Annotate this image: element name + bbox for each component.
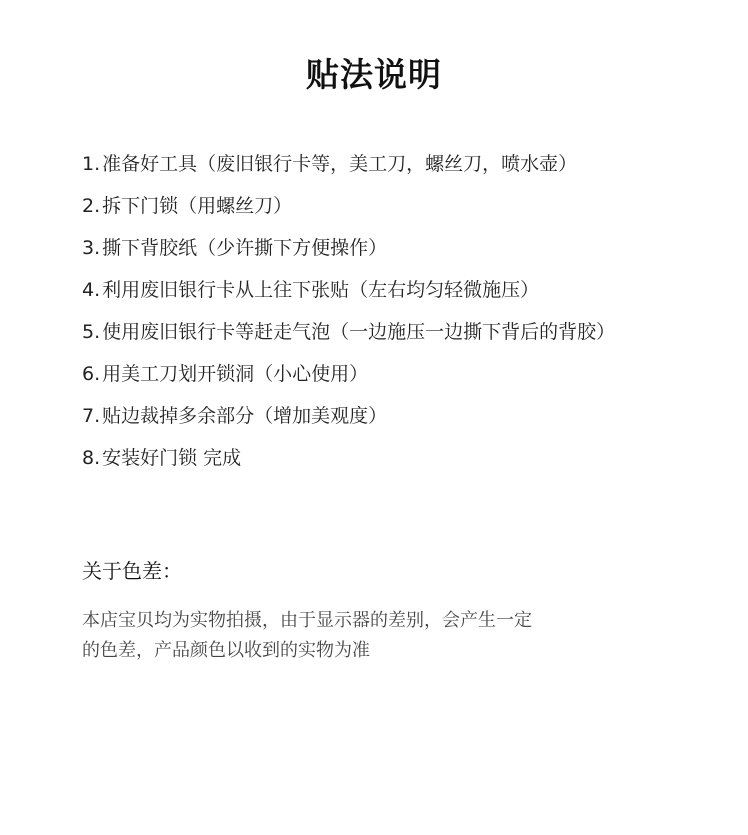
step-number: 8. (82, 447, 101, 469)
step-text: 撕下背胶纸（少许撕下方便操作） (102, 237, 388, 259)
step-text: 使用废旧银行卡等赶走气泡（一边施压一边撕下背后的背胶） (102, 321, 616, 343)
step-item-2 (82, 190, 615, 232)
step-text: 准备好工具（废旧银行卡等，美工刀，螺丝刀，喷水壶） (102, 153, 578, 175)
step-number: 2. (82, 195, 101, 217)
step-number: 1. (82, 153, 101, 175)
step-item-4 (82, 274, 615, 316)
step-text: 贴边裁掉多余部分（增加美观度） (102, 405, 388, 427)
step-item-7 (82, 400, 615, 442)
step-number: 7. (82, 405, 101, 427)
step-item-6 (82, 358, 615, 400)
description-line-2: 的色差，产品颜色以收到的实物为准 (82, 640, 370, 661)
step-item-1 (82, 148, 615, 190)
step-number: 3. (82, 237, 101, 259)
description-line-1: 本店宝贝均为实物拍摄，由于显示器的差别，会产生一定 (82, 610, 532, 631)
step-number: 4. (82, 279, 101, 301)
step-number: 5. (82, 321, 101, 343)
step-text: 利用废旧银行卡从上往下张贴（左右均匀轻微施压） (102, 279, 540, 301)
step-text: 安装好门锁 完成 (102, 447, 242, 469)
color-difference-description (82, 606, 602, 666)
step-text: 用美工刀划开锁洞（小心使用） (102, 363, 369, 385)
instruction-steps-list (82, 148, 615, 484)
step-item-5 (82, 316, 615, 358)
step-text: 拆下门锁（用螺丝刀） (102, 195, 293, 217)
page-title: 贴法说明 (306, 55, 442, 94)
step-item-3 (82, 232, 615, 274)
color-difference-heading: 关于色差： (82, 559, 182, 583)
step-number: 6. (82, 363, 101, 385)
step-item-8 (82, 442, 615, 484)
